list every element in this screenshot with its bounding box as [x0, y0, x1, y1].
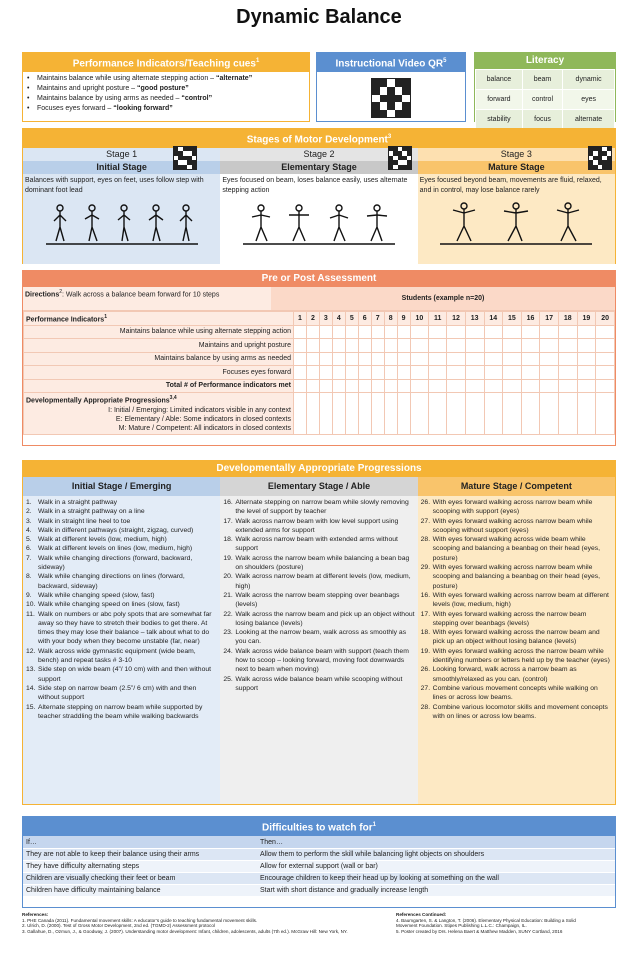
score-cell[interactable] — [371, 352, 384, 366]
score-cell[interactable] — [384, 352, 397, 366]
score-cell[interactable] — [345, 366, 358, 380]
progression-item: 16. With eyes forward walking across narrow beam at different levels (low, medium, high) — [420, 591, 609, 609]
video-header: Instructional Video $QR^5$ — [317, 53, 465, 72]
performance-item: • Maintains and upright posture – “good posture” — [23, 84, 309, 94]
score-cell[interactable] — [540, 379, 559, 393]
score-cell[interactable] — [294, 325, 307, 339]
score-cell[interactable] — [596, 393, 615, 435]
score-cell[interactable] — [358, 379, 371, 393]
student-number: 18 — [559, 312, 578, 326]
students-label: Students (example n=20) — [271, 287, 615, 310]
stage-1-number: Stage 1 — [23, 148, 220, 161]
score-cell[interactable] — [447, 339, 466, 353]
score-cell[interactable] — [465, 379, 484, 393]
initial-column — [23, 496, 220, 804]
progressions-columns — [23, 496, 615, 804]
student-number: 13 — [465, 312, 484, 326]
progression-item: 16. Alternate stepping on narrow beam while slowly removing the level of support by teacher — [223, 499, 409, 516]
reference-item: Movement Foundation. Stipes Publishing L.L.C.: Champaign, IL. — [396, 923, 527, 929]
score-cell[interactable] — [332, 366, 345, 380]
score-cell[interactable] — [319, 325, 332, 339]
progression-item: 6. Walk at different levels on lines (low, medium, high) — [26, 545, 193, 553]
progression-item: 19. Walk across the narrow beam while balancing a bean bag on shoulders (posture) — [223, 554, 410, 572]
references-title: References: — [22, 912, 49, 917]
difficulties-header: Difficulties to watch for$^1$ — [23, 817, 615, 836]
video-panel — [316, 52, 466, 122]
stage-2-description: Eyes focused on beam, loses balance easily, uses alternate stepping action — [222, 177, 408, 195]
score-cell[interactable] — [596, 339, 615, 353]
stage-3-cell — [418, 174, 615, 264]
score-cell[interactable] — [319, 366, 332, 380]
progression-item: 17. With eyes forward walking across the narrow beam stepping over beanbags (levels) — [420, 610, 587, 627]
difficulty-then: Allow them to perform the skill while balancing light objects on shoulders — [257, 848, 615, 860]
score-cell[interactable] — [371, 393, 384, 435]
progression-item: 27. Combine various movement concepts while walking on lines or across low beams. — [420, 684, 598, 702]
stages-header: Stages of Motor Development$^3$ — [23, 129, 615, 148]
literacy-word: stability — [476, 110, 523, 130]
score-cell[interactable] — [410, 339, 429, 353]
stage-3-figures-icon — [418, 198, 615, 248]
score-cell[interactable] — [577, 379, 596, 393]
assessment-header: Pre or Post Assessment — [23, 271, 615, 287]
score-cell[interactable] — [358, 352, 371, 366]
score-cell[interactable] — [332, 325, 345, 339]
stage-2-name: Elementary Stage — [220, 161, 417, 174]
score-cell[interactable] — [332, 339, 345, 353]
difficulty-if: They have difficulty alternating steps — [23, 860, 257, 872]
literacy-table — [475, 69, 615, 130]
qr-code-icon[interactable] — [588, 146, 612, 170]
stages-panel — [22, 128, 616, 264]
score-cell[interactable] — [410, 366, 429, 380]
col-head-elementary: Elementary Stage / Able — [220, 477, 417, 496]
score-cell[interactable] — [358, 366, 371, 380]
references-left — [22, 912, 392, 934]
progression-item: 13. Side step on wide beam (4”/ 10 cm) with and then without support — [26, 666, 212, 683]
difficulties-table — [23, 836, 615, 897]
score-cell[interactable] — [371, 325, 384, 339]
difficulty-then: Allow for external support (wall or bar) — [257, 860, 615, 872]
progression-item: 20. Walk across narrow beam at different levels (low, medium, high) — [223, 573, 411, 590]
score-cell[interactable] — [521, 325, 540, 339]
score-cell[interactable] — [358, 393, 371, 435]
progression-item: 18. Walk across narrow beam with extended arms without support — [223, 536, 398, 553]
elementary-column — [220, 496, 417, 804]
then-heading: Then… — [257, 836, 615, 848]
score-cell[interactable] — [484, 339, 503, 353]
student-number: 14 — [484, 312, 503, 326]
score-cell[interactable] — [596, 352, 615, 366]
score-cell[interactable] — [465, 339, 484, 353]
qr-code-icon[interactable] — [388, 146, 412, 170]
score-cell[interactable] — [484, 379, 503, 393]
score-cell[interactable] — [465, 325, 484, 339]
progression-item: 9. Walk while changing speed (slow, fast) — [26, 591, 155, 599]
score-cell[interactable] — [397, 325, 410, 339]
score-cell[interactable] — [429, 325, 447, 339]
score-cell[interactable] — [596, 379, 615, 393]
reference-item: 2. Ulrich, D. (2000). Test of Gross Motor Development, 2nd ed. (TGMD-2) Assessment protocol — [22, 923, 215, 929]
score-cell[interactable] — [358, 339, 371, 353]
score-cell[interactable] — [410, 352, 429, 366]
stage-3-description: Eyes focused beyond beam, movements are fluid, relaxed, and in control, may lose balance rarely — [419, 177, 602, 195]
performance-header: Performance Indicators/Teaching cues$^1$ — [23, 53, 309, 72]
score-cell[interactable] — [577, 339, 596, 353]
student-number: 11 — [429, 312, 447, 326]
score-cell[interactable] — [429, 366, 447, 380]
progression-item: 12. Walk across wide gymnastic equipment (wide beam, bench) and repeat tasks # 3-10 — [26, 647, 196, 665]
score-cell[interactable] — [294, 379, 307, 393]
indicator-row-label: Maintains balance by using arms as needed — [24, 352, 294, 366]
score-cell[interactable] — [503, 393, 522, 435]
indicator-row-label: Focuses eyes forward — [24, 366, 294, 380]
performance-item: • Maintains balance by using arms as needed – “control” — [23, 94, 309, 104]
score-cell[interactable] — [559, 325, 578, 339]
score-cell[interactable] — [345, 379, 358, 393]
score-cell[interactable] — [410, 325, 429, 339]
score-cell[interactable] — [465, 366, 484, 380]
score-cell[interactable] — [559, 339, 578, 353]
score-cell[interactable] — [465, 393, 484, 435]
stage-2-cell — [220, 174, 417, 264]
literacy-word: dynamic — [563, 70, 615, 90]
progression-item: 4. Walk in different pathways (straight, zigzag, curved) — [26, 526, 194, 534]
progression-item: 26. With eyes forward walking across narrow beam while scooping with support (eyes) — [420, 499, 593, 516]
score-cell[interactable] — [577, 366, 596, 380]
performance-list — [23, 72, 309, 114]
difficulty-if: Children have difficulty maintaining balance — [23, 884, 257, 896]
score-cell[interactable] — [397, 366, 410, 380]
score-cell[interactable] — [345, 339, 358, 353]
score-cell[interactable] — [306, 393, 319, 435]
score-cell[interactable] — [484, 366, 503, 380]
progression-item: 22. Walk across the narrow beam and pick up an object without losing balance (levels) — [223, 610, 415, 627]
score-cell[interactable] — [429, 393, 447, 435]
mature-column — [418, 496, 615, 804]
stage-1-name: Initial Stage — [23, 161, 220, 174]
col-head-initial: Initial Stage / Emerging — [23, 477, 220, 496]
student-number: 7 — [371, 312, 384, 326]
student-number: 2 — [306, 312, 319, 326]
literacy-panel — [474, 52, 616, 122]
score-cell[interactable] — [306, 379, 319, 393]
score-cell[interactable] — [384, 366, 397, 380]
score-cell[interactable] — [447, 379, 466, 393]
total-label: Total # of Performance indicators met — [24, 379, 294, 393]
score-cell[interactable] — [384, 339, 397, 353]
assessment-directions: Directions$^2$: Walk across a balance beam forward for 10 steps — [23, 287, 271, 310]
score-cell[interactable] — [345, 352, 358, 366]
literacy-word: eyes — [563, 90, 615, 110]
literacy-word: alternate — [563, 110, 615, 130]
score-cell[interactable] — [540, 339, 559, 353]
difficulty-then: Start with short distance and gradually increase length — [257, 884, 615, 896]
score-cell[interactable] — [577, 352, 596, 366]
score-cell[interactable] — [521, 366, 540, 380]
performance-indicators-label: Performance Indicators$^1$ — [24, 312, 294, 326]
progression-item: 8. Walk while changing directions on lines (forward, backward, sideway) — [26, 573, 185, 590]
stage-1-cell — [23, 174, 220, 264]
assessment-directions-row — [23, 287, 615, 311]
stage-descriptions — [23, 174, 615, 264]
progression-item: 15. Alternate stepping on narrow beam while supported by teacher straddling the beam while walking backwards — [26, 703, 203, 720]
score-cell[interactable] — [306, 325, 319, 339]
score-cell[interactable] — [559, 379, 578, 393]
score-cell[interactable] — [503, 325, 522, 339]
score-cell[interactable] — [484, 352, 503, 366]
score-cell[interactable] — [332, 379, 345, 393]
difficulty-if: They are not able to keep their balance using their arms — [23, 848, 257, 860]
progression-item: 17. Walk across narrow beam with low level support using extended arms for support — [223, 517, 399, 534]
progressions-col-heads — [23, 477, 615, 496]
score-cell[interactable] — [447, 393, 466, 435]
score-cell[interactable] — [503, 339, 522, 353]
stage-3-number: Stage 3 — [418, 148, 615, 161]
dap-line: I: Initial / Emerging: Limited indicators visible in any context — [108, 406, 291, 414]
stage-3-name: Mature Stage — [418, 161, 615, 174]
score-cell[interactable] — [521, 352, 540, 366]
student-number: 15 — [503, 312, 522, 326]
score-cell[interactable] — [429, 352, 447, 366]
dap-legend: Developmentally Appropriate Progressions$^{3,4}$ I: Initial / Emerging: Limited indicators visible in any context E: Elementary / Able: Some indicators in closed contexts M: Mature / Competent: All indicators in closed contexts — [24, 393, 294, 435]
performance-item: • Focuses eyes forward – “looking forward” — [23, 104, 309, 114]
literacy-word: beam — [522, 70, 562, 90]
score-cell[interactable] — [306, 352, 319, 366]
page-title: Dynamic Balance — [236, 6, 402, 28]
score-cell[interactable] — [384, 325, 397, 339]
score-cell[interactable] — [319, 339, 332, 353]
score-cell[interactable] — [540, 352, 559, 366]
score-cell[interactable] — [397, 393, 410, 435]
score-cell[interactable] — [371, 379, 384, 393]
progression-item: 10. Walk while changing speed on lines (slow, fast) — [26, 601, 180, 609]
stage-1-figures-icon — [23, 198, 220, 248]
if-heading: If… — [23, 836, 257, 848]
score-cell[interactable] — [465, 352, 484, 366]
progression-item: 14. Side step on narrow beam (2.5”/ 6 cm) with and then without support — [26, 684, 197, 702]
score-cell[interactable] — [294, 339, 307, 353]
literacy-word: forward — [476, 90, 523, 110]
student-number: 4 — [332, 312, 345, 326]
score-cell[interactable] — [540, 366, 559, 380]
score-cell[interactable] — [503, 352, 522, 366]
progression-item: 28. With eyes forward walking across wide beam while scooping and balancing a beanbag on their head (eyes, posture) — [420, 536, 601, 562]
score-cell[interactable] — [397, 352, 410, 366]
score-cell[interactable] — [521, 339, 540, 353]
student-number: 19 — [577, 312, 596, 326]
qr-code-icon[interactable] — [173, 146, 197, 170]
progression-item: 23. Looking at the narrow beam, walk across as smoothly as you can. — [223, 629, 407, 646]
progression-item: 18. With eyes forward walking across the narrow beam and pick up an object without losing balance (levels) — [420, 629, 600, 646]
score-cell[interactable] — [559, 366, 578, 380]
score-cell[interactable] — [559, 352, 578, 366]
score-cell[interactable] — [521, 393, 540, 435]
reference-item: 3. Gallahue, D., Ozmun, J., & Goodway, J. (2007). Understanding motor development: Infant, children, adolescents, adults (7th ed.). McGraw Hill: New York, NY. — [22, 928, 348, 934]
references-continued-title: References Continued: — [396, 912, 447, 917]
progression-item: 1. Walk in a straight pathway — [26, 499, 118, 506]
score-cell[interactable] — [447, 366, 466, 380]
score-cell[interactable] — [596, 325, 615, 339]
progression-item: 11. Walk on numbers or abc poly spots that are somewhat far away so they have to stretch their bodies to get there. At times they may lose their balance – talk about what to do with your body when they become unstable (far, near) — [26, 610, 212, 646]
progressions-panel — [22, 460, 616, 805]
stage-numbers — [23, 148, 615, 161]
qr-code-icon[interactable] — [371, 78, 411, 118]
student-number: 5 — [345, 312, 358, 326]
stage-1-description: Balances with support, eyes on feet, uses follow step with dominant foot lead — [25, 177, 204, 195]
student-number: 3 — [319, 312, 332, 326]
progression-item: 3. Walk in straight line heel to toe — [26, 517, 131, 525]
progression-item: 2. Walk in a straight pathway on a line — [26, 508, 145, 516]
score-cell[interactable] — [345, 325, 358, 339]
progression-item: 25. Walk across wide balance beam while scooping without support — [223, 675, 403, 692]
reference-item: 4. Baumgarten, S. & Langton, T. (2006). Elementary Physical Education: Building a Solid — [396, 917, 576, 923]
student-number: 8 — [384, 312, 397, 326]
student-number: 6 — [358, 312, 371, 326]
assessment-panel — [22, 270, 616, 446]
student-number: 16 — [521, 312, 540, 326]
score-cell[interactable] — [358, 325, 371, 339]
score-cell[interactable] — [521, 379, 540, 393]
score-cell[interactable] — [484, 325, 503, 339]
score-cell[interactable] — [294, 366, 307, 380]
score-cell[interactable] — [319, 379, 332, 393]
score-cell[interactable] — [294, 393, 307, 435]
progression-item: 26. Looking forward, walk across a narrow beam as smoothly/relaxed as you can. (control) — [420, 666, 577, 683]
student-number: 12 — [447, 312, 466, 326]
score-cell[interactable] — [429, 379, 447, 393]
dap-line: E: Elementary / Able: Some indicators in closed contexts — [115, 415, 291, 423]
difficulty-then: Encourage children to keep their head up by looking at something on the wall — [257, 872, 615, 884]
score-cell[interactable] — [447, 352, 466, 366]
score-cell[interactable] — [371, 366, 384, 380]
score-cell[interactable] — [559, 393, 578, 435]
reference-item: 5. Poster created by Drs. Helena Baert & Matthew Madden, SUNY Cortland, 2016 — [396, 928, 563, 934]
score-cell[interactable] — [345, 393, 358, 435]
score-cell[interactable] — [503, 366, 522, 380]
score-cell[interactable] — [397, 379, 410, 393]
difficulty-if: Children are visually checking their feet or beam — [23, 872, 257, 884]
score-cell[interactable] — [596, 366, 615, 380]
score-cell[interactable] — [294, 352, 307, 366]
score-cell[interactable] — [306, 339, 319, 353]
score-cell[interactable] — [410, 379, 429, 393]
progression-item: 27. With eyes forward walking across narrow beam while scooping without support (eyes) — [420, 517, 593, 534]
score-cell[interactable] — [319, 393, 332, 435]
student-number: 10 — [410, 312, 429, 326]
progressions-header: Developmentally Appropriate Progressions — [23, 461, 615, 477]
score-cell[interactable] — [577, 325, 596, 339]
student-number: 20 — [596, 312, 615, 326]
student-number: 1 — [294, 312, 307, 326]
reference-item: 1. PHE Canada (2011). Fundamental movement skills: A educator’s guide to teaching fundamental movement skills. — [22, 917, 258, 923]
score-cell[interactable] — [577, 393, 596, 435]
progression-item: 5. Walk at different levels (low, medium, high) — [26, 536, 167, 544]
score-cell[interactable] — [384, 393, 397, 435]
score-cell[interactable] — [319, 352, 332, 366]
progression-item: 29. With eyes forward walking across narrow beam while scooping and balancing a beanbag on their head (eyes, posture) — [420, 564, 601, 590]
score-cell[interactable] — [410, 393, 429, 435]
progression-item: 24. Walk across wide balance beam with support (teach them how to scoop – looking forward, moving foot downwards next to beam when moving) — [223, 647, 409, 674]
progression-item: 21. Walk across the narrow beam stepping over beanbags (levels) — [223, 591, 400, 609]
score-cell[interactable] — [447, 325, 466, 339]
progression-item: 19. With eyes forward walking across the narrow beam while identifying numbers or letters held up by the teacher (eyes) — [420, 647, 610, 665]
stage-2-number: Stage 2 — [220, 148, 417, 161]
score-cell[interactable] — [397, 339, 410, 353]
indicator-row-label: Maintains and upright posture — [24, 339, 294, 353]
score-cell[interactable] — [306, 366, 319, 380]
col-head-mature: Mature Stage / Competent — [418, 477, 615, 496]
score-cell[interactable] — [332, 393, 345, 435]
progression-item: 28. Combine various locomotor skills and movement concepts with on lines or across low beams. — [420, 703, 608, 720]
literacy-word: focus — [522, 110, 562, 130]
score-cell[interactable] — [429, 339, 447, 353]
score-cell[interactable] — [332, 352, 345, 366]
student-number: 9 — [397, 312, 410, 326]
literacy-word: control — [522, 90, 562, 110]
stage-names — [23, 161, 615, 174]
stage-2-figures-icon — [220, 198, 417, 248]
literacy-header: Literacy — [475, 53, 615, 69]
score-cell[interactable] — [503, 379, 522, 393]
student-number: 17 — [540, 312, 559, 326]
performance-item: • Maintains balance while using alternate stepping action – “alternate” — [23, 74, 309, 84]
difficulties-panel — [22, 816, 616, 908]
dap-line: M: Mature / Competent: All indicators in closed contexts — [118, 424, 291, 432]
performance-panel — [22, 52, 310, 122]
references-right — [396, 912, 616, 934]
assessment-table — [23, 311, 615, 435]
score-cell[interactable] — [540, 325, 559, 339]
score-cell[interactable] — [384, 379, 397, 393]
score-cell[interactable] — [371, 339, 384, 353]
score-cell[interactable] — [540, 393, 559, 435]
progression-item: 7. Walk while changing directions (forward, backward, sideway) — [26, 554, 193, 572]
score-cell[interactable] — [484, 393, 503, 435]
indicator-row-label: Maintains balance while using alternate stepping action — [24, 325, 294, 339]
literacy-word: balance — [476, 70, 523, 90]
